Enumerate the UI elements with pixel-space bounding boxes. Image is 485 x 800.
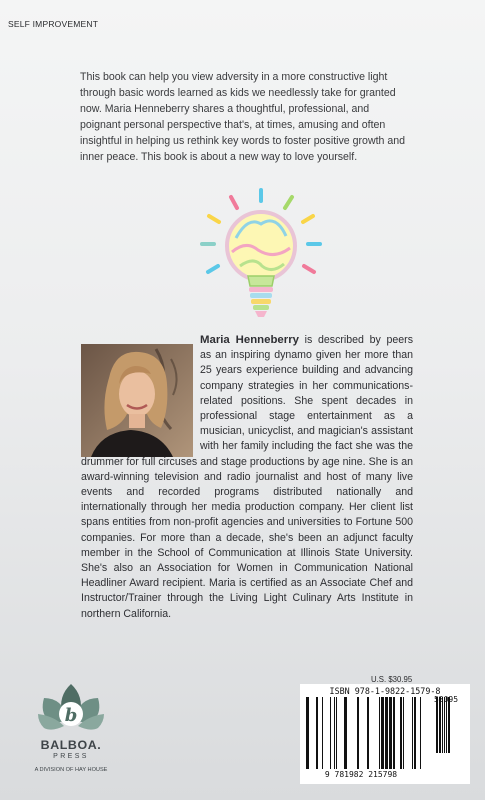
author-bio: [81, 333, 413, 622]
publisher-name: BALBOA.: [40, 738, 102, 752]
isbn-text: ISBN 978-1-9822-1579-8: [329, 686, 441, 696]
barcode: [300, 684, 470, 784]
lotus-icon: [36, 680, 106, 738]
barcode-number: 9 781982 215798: [324, 770, 398, 779]
author-name: Maria Henneberry: [200, 334, 299, 346]
lightbulb-icon: [196, 186, 326, 326]
publisher-tagline: A DIVISION OF HAY HOUSE: [34, 767, 108, 773]
photo-space: [81, 333, 200, 453]
category-label: SELF IMPROVEMENT: [8, 19, 99, 29]
price-label: U.S. $30.95: [371, 675, 413, 684]
author-bio-text: is described by peers as an inspiring dynamo given her more than 25 years experience building and advancing company strategies in her communications-related positions. She spent decades in professional stage entertainment as a musician, unicyclist, and magician's assistant with her family including the fact she was the drummer for full circuses and stage productions by age nine. She is an award-winning television and radio journalist and host of many live events and recorded programs distributed nationally and internationally through her media production company. Her client list spans entities from non-profit agencies and universities to Fortune 500 companies. For more than a decade, she's been an adjunct faculty member in the School of Communication at Illinois State University. She's also an Association for Women in Communication National Headliner Award recipient. Maria is certified as an Associate Chef and Instructor/Trainer through the Living Light Culinary Arts Institute in northern California.: [81, 334, 414, 620]
logo-letter: b: [64, 705, 78, 726]
book-blurb: This book can help you view adversity in a more constructive light through basic words learned as kids we needlessly take for granted now. Maria Henneberry shares a thoughtful, professional, and poignant personal perspective that's, at times, amusing and often insightful in helping us rethink key words to foster positive growth and inner peace. This book is about a new way to love yourself.: [80, 71, 406, 163]
barcode-bars: [304, 697, 468, 773]
barcode-price-code: 53095: [433, 695, 459, 704]
publisher-sub: PRESS: [53, 753, 89, 760]
